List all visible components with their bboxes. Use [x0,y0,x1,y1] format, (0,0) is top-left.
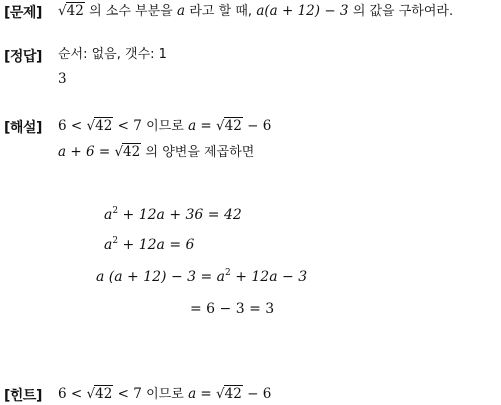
sqrt-arg: 42 [95,118,113,134]
sqrt-arg: 42 [66,3,84,19]
hint-line [58,385,271,404]
solution-line-2 [58,143,254,162]
sol-ineq-right: < 7 [117,118,142,134]
equation-2 [104,236,194,254]
hint-text-imeuro: 이므로 [146,387,184,402]
solution-line-1 [58,117,271,136]
sol-a-plus-6: a + 6 = [58,144,111,160]
problem-label: [문제] [4,5,42,21]
hint-label: [힌트] [4,388,42,404]
solution-label: [해설] [4,120,42,136]
sqrt-arg: 42 [224,118,242,134]
sqrt-symbol: √ [86,118,96,134]
sqrt-arg: 42 [95,386,113,402]
equation-4: = 6 − 3 = 3 [190,301,275,317]
problem-text-2: 라고 할 때, [189,4,253,19]
sqrt-symbol: √ [114,144,124,160]
sqrt-arg: 42 [224,386,242,402]
hint-a-equals: a = [188,386,212,402]
hint-ineq-right: < 7 [117,386,142,402]
eq1-exp: 2 [112,206,119,216]
sqrt-symbol: √ [86,386,96,402]
sqrt-symbol: √ [216,386,225,402]
sol-ineq-left: 6 < [58,118,83,134]
sol-a-equals: a = [188,118,212,134]
eq2-a: a [104,237,113,253]
problem-text-3: 의 값을 구하여라. [352,4,454,19]
equation-1 [104,206,242,224]
problem-text [58,2,453,21]
answer-label: [정답] [4,49,42,65]
sqrt-arg: 42 [123,144,141,160]
sqrt-symbol: √ [216,118,225,134]
hint-ineq-left: 6 < [58,386,83,402]
hint-minus-six: − 6 [247,386,272,402]
eq3-a: a (a + 12) − 3 = a [96,269,226,285]
answer-meta: 순서: 없음, 갯수: 1 [58,47,167,62]
eq3-exp: 2 [225,268,231,278]
sqrt-symbol: √ [58,3,67,19]
sol-text-square: 의 양변을 제곱하면 [145,145,255,160]
eq2-exp: 2 [112,236,119,246]
eq2-b: + 12a = 6 [118,237,195,253]
sol-text-imeuro: 이므로 [146,119,184,134]
equation-3 [96,268,307,286]
answer-value: 3 [58,71,67,87]
eq3-b: + 12a − 3 [230,269,308,285]
eq1-b: + 12a + 36 = 42 [118,207,242,223]
problem-text-1: 의 소수 부분을 [89,4,173,19]
sol-minus-six: − 6 [247,118,272,134]
eq1-a: a [104,207,113,223]
problem-expr-a: a [256,3,265,19]
problem-expr: (a + 12) − 3 [264,3,349,19]
problem-var: a [177,3,186,19]
